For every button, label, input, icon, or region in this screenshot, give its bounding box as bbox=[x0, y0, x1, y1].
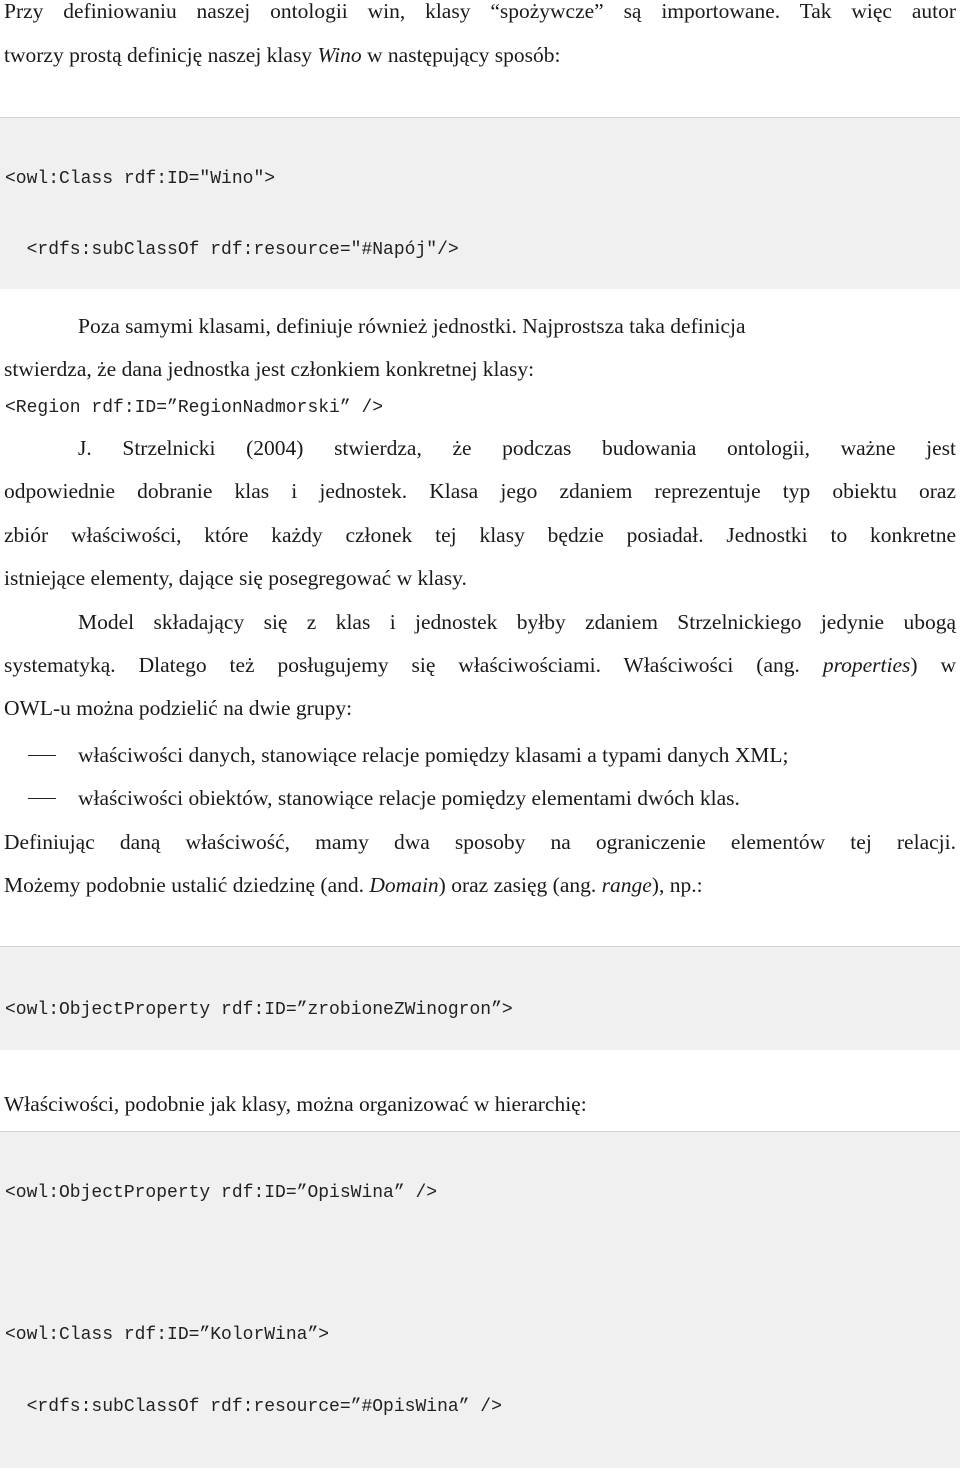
class-name-emphasis: Wino bbox=[317, 43, 362, 67]
properties-emphasis: properties bbox=[822, 653, 911, 677]
model-text-tail: ) w bbox=[910, 653, 957, 677]
model-line-3: OWL-u można podzielić na dwie grupy: bbox=[4, 696, 353, 720]
code-line: <owl:ObjectProperty rdf:ID=”OpisWina” /> bbox=[5, 1182, 438, 1203]
code-line: <owl:ObjectProperty rdf:ID=”zrobioneZWinogron”> bbox=[5, 999, 513, 1020]
domain-text-mid: ) oraz zasięg (ang. bbox=[438, 873, 597, 897]
code-line bbox=[5, 1253, 960, 1277]
intro-line-2 bbox=[4, 40, 956, 70]
domain-text-tail: ), np.: bbox=[651, 873, 703, 897]
model-line-1: Model składający się z klas i jednostek byłby zdaniem Strzelnickiego jedynie ubogą bbox=[78, 610, 956, 634]
list-dash-icon bbox=[28, 755, 56, 756]
code-line: <owl:Class rdf:ID=”KolorWina”> bbox=[5, 1325, 330, 1346]
model-line-2 bbox=[4, 650, 956, 680]
hierarchy-line: Właściwości, podobnie jak klasy, można organizować w hierarchię: bbox=[4, 1092, 587, 1116]
domain-text: Możemy podobnie ustalić dziedzinę (and. bbox=[4, 873, 365, 897]
individuals-line-2: stwierdza, że dana jednostka jest członkiem konkretnej klasy: bbox=[4, 357, 535, 381]
list-dash-icon bbox=[28, 798, 56, 799]
code-block-hierarchy bbox=[0, 1131, 960, 1468]
domain-line-1: Definiując daną właściwość, mamy dwa sposoby na ograniczenie elementów tej relacji. bbox=[4, 830, 956, 854]
list-item: właściwości danych, stanowiące relacje pomiędzy klasami a typami danych XML; bbox=[78, 743, 789, 767]
domain-line-2 bbox=[4, 870, 956, 900]
domain-emphasis: Domain bbox=[369, 873, 439, 897]
code-block-object-property bbox=[0, 946, 960, 1050]
model-text: systematyką. Dlatego też posługujemy się właściwościami. Właściwości (ang. bbox=[4, 653, 800, 677]
intro-line-1: Przy definiowaniu naszej ontologii win, klasy “spożywcze” są importowane. Tak więc autor bbox=[4, 0, 956, 23]
code-line: <owl:Class rdf:ID="Wino"> bbox=[5, 168, 276, 189]
strzelnicki-line-2: odpowiednie dobranie klas i jednostek. Klasa jego zdaniem reprezentuje typ obiektu oraz bbox=[4, 479, 956, 503]
range-emphasis: range bbox=[601, 873, 652, 897]
code-region-individual: <Region rdf:ID=”RegionNadmorski” /> bbox=[5, 398, 384, 418]
strzelnicki-line-3: zbiór właściwości, które każdy członek tej klasy będzie posiadał. Jednostki to konkretne bbox=[4, 523, 956, 547]
individuals-line-1: Poza samymi klasami, definiuje również jednostki. Najprostsza taka definicja bbox=[78, 314, 746, 338]
code-block-wino-class bbox=[0, 117, 960, 289]
strzelnicki-line-1: J. Strzelnicki (2004) stwierdza, że podczas budowania ontologii, ważne jest bbox=[78, 436, 956, 460]
strzelnicki-line-4: istniejące elementy, dające się posegregować w klasy. bbox=[4, 566, 467, 590]
code-line: <rdfs:subClassOf rdf:resource="#Napój"/> bbox=[5, 239, 459, 260]
intro-tail: w następujący sposób: bbox=[367, 43, 561, 67]
list-item: właściwości obiektów, stanowiące relacje pomiędzy elementami dwóch klas. bbox=[78, 786, 740, 810]
intro-text: tworzy prostą definicję naszej klasy bbox=[4, 43, 313, 67]
code-line: <rdfs:subClassOf rdf:resource=”#OpisWina” /> bbox=[5, 1396, 502, 1417]
